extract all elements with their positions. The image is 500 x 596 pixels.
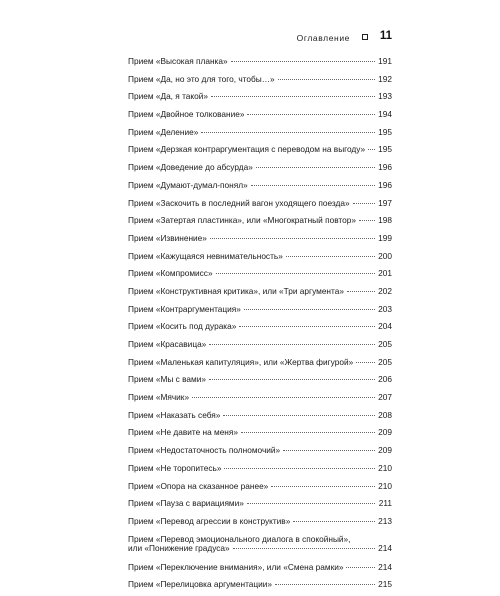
toc-entry-page: 214	[378, 543, 392, 554]
toc-entry	[128, 391, 392, 409]
dot-leader	[209, 379, 375, 380]
dot-leader	[211, 96, 375, 97]
toc-entry-label: Прием «Красавица»	[128, 339, 207, 349]
toc-entry	[128, 179, 392, 197]
toc-entry-page: 198	[378, 215, 392, 226]
toc-entry	[128, 214, 392, 232]
toc-entry-label: Прием «Не давите на меня»	[128, 427, 238, 438]
toc-entry	[128, 73, 392, 91]
toc-entry-page: 202	[378, 285, 392, 296]
toc-entry-page: 214	[378, 561, 392, 572]
toc-entry	[128, 267, 392, 285]
toc-entry	[128, 533, 392, 561]
table-of-contents	[128, 55, 392, 596]
dot-leader	[346, 567, 375, 568]
toc-entry	[128, 55, 392, 73]
toc-entry-page: 209	[378, 427, 392, 438]
toc-entry-page: 195	[378, 126, 392, 137]
dot-leader	[347, 291, 375, 292]
toc-entry	[128, 373, 392, 391]
toc-entry	[128, 303, 392, 321]
toc-entry-page: 199	[378, 232, 392, 243]
dot-leader	[201, 132, 375, 133]
section-title: Оглавление	[296, 33, 350, 43]
toc-entry-label: Прием «Деление»	[128, 126, 199, 137]
dot-leader	[210, 238, 375, 239]
dot-leader	[251, 185, 375, 186]
toc-entry-page: 201	[378, 268, 392, 279]
dot-leader	[256, 167, 375, 168]
toc-entry-label: Прием «Мячик»	[128, 392, 190, 403]
toc-entry-page: 197	[378, 197, 392, 208]
toc-entry-label: Прием «Кажущаяся невнимательность»	[128, 250, 283, 261]
toc-entry-page: 206	[378, 374, 392, 385]
dot-leader	[278, 79, 375, 80]
dot-leader	[247, 114, 375, 115]
toc-entry-page: 215	[378, 579, 392, 590]
toc-entry-label: Прием «Не торопитесь»	[128, 462, 222, 473]
toc-entry-label: Прием «Контраргументация»	[128, 303, 241, 314]
dot-leader	[244, 309, 375, 310]
toc-entry	[128, 409, 392, 427]
toc-entry-label: Прием «Дерзкая контраргументация с переводом на выгоду»	[128, 144, 366, 155]
toc-entry-page: 196	[378, 179, 392, 190]
toc-entry	[128, 426, 392, 444]
toc-entry-label: Прием «Двойное толкование»	[128, 109, 245, 120]
toc-entry-page: 205	[378, 339, 392, 349]
toc-entry-label: Прием «Опора на сказанное ранее»	[128, 480, 269, 491]
square-icon	[362, 34, 368, 40]
dot-leader	[271, 486, 375, 487]
toc-entry-label: Прием «Конструктивная критика», или «Три аргумента»	[128, 285, 344, 296]
toc-entry-page: 213	[378, 515, 392, 526]
page-header	[128, 30, 392, 50]
toc-entry-label: Прием «Пауза с вариациями»	[128, 498, 244, 509]
dot-leader	[353, 203, 375, 204]
dot-leader	[368, 149, 375, 150]
dot-leader	[293, 521, 375, 522]
toc-entry-label: Прием «Наказать себя»	[128, 409, 221, 420]
dot-leader	[224, 468, 375, 469]
dot-leader	[356, 362, 375, 363]
toc-entry	[128, 356, 392, 374]
toc-entry-label: Прием «Затертая пластинка», или «Многократный повтор»	[128, 215, 356, 226]
toc-entry-page: 191	[378, 56, 392, 66]
toc-entry	[128, 285, 392, 303]
toc-entry-label: Прием «Доведение до абсурда»	[128, 162, 253, 173]
dot-leader	[239, 326, 375, 327]
toc-entry	[128, 250, 392, 268]
dot-leader	[223, 415, 375, 416]
dot-leader	[247, 503, 375, 504]
dot-leader	[275, 584, 375, 585]
toc-entry	[128, 578, 392, 596]
toc-entry	[128, 197, 392, 215]
toc-entry-label: Прием «Перевод агрессии в конструктив»	[128, 515, 291, 526]
toc-entry-page: 211	[378, 498, 392, 509]
toc-entry-page: 209	[378, 445, 392, 456]
dot-leader	[283, 450, 375, 451]
dot-leader	[286, 256, 375, 257]
toc-entry	[128, 108, 392, 126]
toc-entry-label: Прием «Перевод эмоционального диалога в спокойный»,	[128, 533, 351, 544]
toc-entry-label: Прием «Мы с вами»	[128, 374, 206, 385]
toc-entry-page: 210	[378, 462, 392, 473]
toc-entry-label-continued	[128, 544, 392, 554]
toc-entry	[128, 320, 392, 338]
toc-entry-label: Прием «Высокая планка»	[128, 56, 228, 66]
toc-entry	[128, 90, 392, 108]
toc-entry-label: Прием «Недостаточность полномочий»	[128, 445, 281, 456]
toc-entry-page: 205	[378, 356, 392, 367]
toc-entry-page: 196	[378, 162, 392, 173]
toc-entry-label: Прием «Компромисс»	[128, 268, 213, 279]
toc-entry	[128, 462, 392, 480]
toc-entry-page: 207	[378, 392, 392, 403]
toc-entry-page: 200	[378, 250, 392, 261]
toc-entry-page: 204	[378, 321, 392, 332]
dot-leader	[209, 344, 375, 345]
dot-leader	[233, 548, 375, 549]
dot-leader	[231, 61, 375, 62]
toc-entry-page: 194	[378, 109, 392, 120]
toc-entry-label: Прием «Переключение внимания», или «Смена рамки»	[128, 561, 344, 572]
toc-entry-page: 195	[378, 144, 392, 155]
dot-leader	[192, 397, 375, 398]
toc-entry-label: Прием «Да, но это для того, чтобы…»	[128, 73, 275, 84]
toc-entry	[128, 338, 392, 356]
toc-entry	[128, 143, 392, 161]
toc-entry-label: Прием «Перелицовка аргументации»	[128, 579, 273, 590]
toc-entry	[128, 232, 392, 250]
toc-entry-label-line2: или «Понижение градуса»	[128, 543, 230, 554]
toc-entry	[128, 561, 392, 579]
toc-entry-label: Прием «Маленькая капитуляция», или «Жертва фигурой»	[128, 356, 354, 367]
toc-entry-page: 203	[378, 303, 392, 314]
toc-entry	[128, 161, 392, 179]
toc-entry-label: Прием «Думают-думал-понял»	[128, 179, 248, 190]
toc-entry-label: Прием «Заскочить в последний вагон уходящего поезда»	[128, 197, 350, 208]
page-number: 11	[379, 30, 392, 42]
toc-entry	[128, 126, 392, 144]
toc-entry-page: 192	[378, 73, 392, 84]
dot-leader	[241, 432, 375, 433]
toc-entry-label: Прием «Извинение»	[128, 232, 207, 243]
toc-entry-label: Прием «Да, я такой»	[128, 91, 208, 102]
toc-entry-page: 210	[378, 480, 392, 491]
toc-entry-page: 193	[378, 91, 392, 102]
dot-leader	[359, 220, 375, 221]
toc-entry-page: 208	[378, 409, 392, 420]
toc-entry	[128, 480, 392, 498]
toc-entry	[128, 515, 392, 533]
toc-entry	[128, 444, 392, 462]
toc-entry-label: Прием «Косить под дурака»	[128, 321, 237, 332]
dot-leader	[216, 273, 375, 274]
